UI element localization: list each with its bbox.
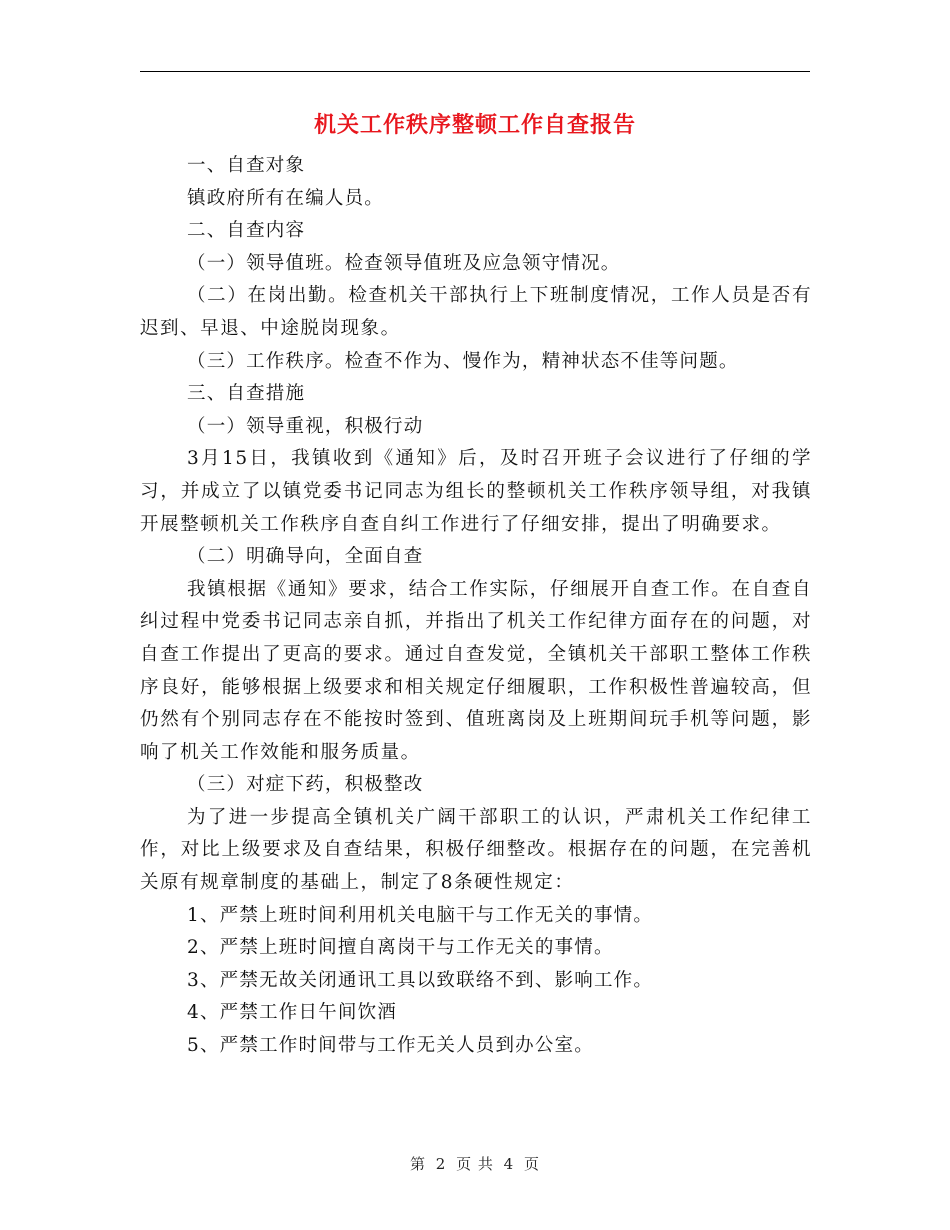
subsection-heading: （一）领导重视，积极行动 [187,415,424,437]
paragraph: （一）领导值班。检查领导值班及应急领守情况。 [187,252,621,274]
list-item: 5、严禁工作时间带与工作无关人员到办公室。 [187,1035,594,1057]
subsection-heading: （三）对症下药，积极整改 [187,774,424,796]
paragraph: 为了进一步提高全镇机关广阔干部职工的认识，严肃机关工作纪律工作，对比上级要求及自查结果，积极仔细整改。根据存在的问题，在完善机关原有规章制度的基础上，制定了8条硬性规定： [140,806,812,894]
document-title: 机关工作秩序整顿工作自查报告 [313,113,636,138]
page-mid: 页 共 [456,1155,494,1173]
page-current: 2 [435,1155,447,1173]
section-heading-2: 二、自查内容 [187,220,306,242]
page-total: 4 [503,1155,515,1173]
page-prefix: 第 [409,1155,426,1173]
header-rule [140,71,810,72]
subsection-heading: （二）明确导向，全面自查 [187,546,424,568]
list-item: 3、严禁无故关闭通讯工具以致联络不到、影响工作。 [187,969,654,991]
paragraph: 我镇根据《通知》要求，结合工作实际，仔细展开自查工作。在自查自纠过程中党委书记同志亲自抓，并指出了机关工作纪律方面存在的问题，对自查工作提出了更高的要求。通过自查发觉，全镇机关干部职工整体工作秩序良好，能够根据上级要求和相关规定仔细履职，工作积极性普遍较高，但仍然有个别同志存在不能按时签到、值班离岗及上班期间玩手机等问题，影响了机关工作效能和服务质量。 [140,578,812,763]
paragraph: 3月15日，我镇收到《通知》后，及时召开班子会议进行了仔细的学习，并成立了以镇党委书记同志为组长的整顿机关工作秩序领导组，对我镇开展整顿机关工作秩序自查自纠工作进行了仔细安排，提出了明确要求。 [140,448,812,535]
page-footer [0,1153,950,1174]
page-suffix: 页 [524,1155,541,1173]
list-item: 4、严禁工作日午间饮酒 [187,1002,397,1024]
section-heading-3: 三、自查措施 [187,383,306,405]
paragraph: 镇政府所有在编人员。 [187,187,385,209]
list-item: 1、严禁上班时间利用机关电脑干与工作无关的事情。 [187,904,654,926]
paragraph: （二）在岗出勤。检查机关干部执行上下班制度情况，工作人员是否有迟到、早退、中途脱岗现象。 [140,285,812,339]
section-heading-1: 一、自查对象 [187,155,306,176]
paragraph: （三）工作秩序。检查不作为、慢作为，精神状态不佳等问题。 [187,350,739,372]
document-body [140,150,812,1063]
list-item: 2、严禁上班时间擅自离岗干与工作无关的事情。 [187,937,614,959]
